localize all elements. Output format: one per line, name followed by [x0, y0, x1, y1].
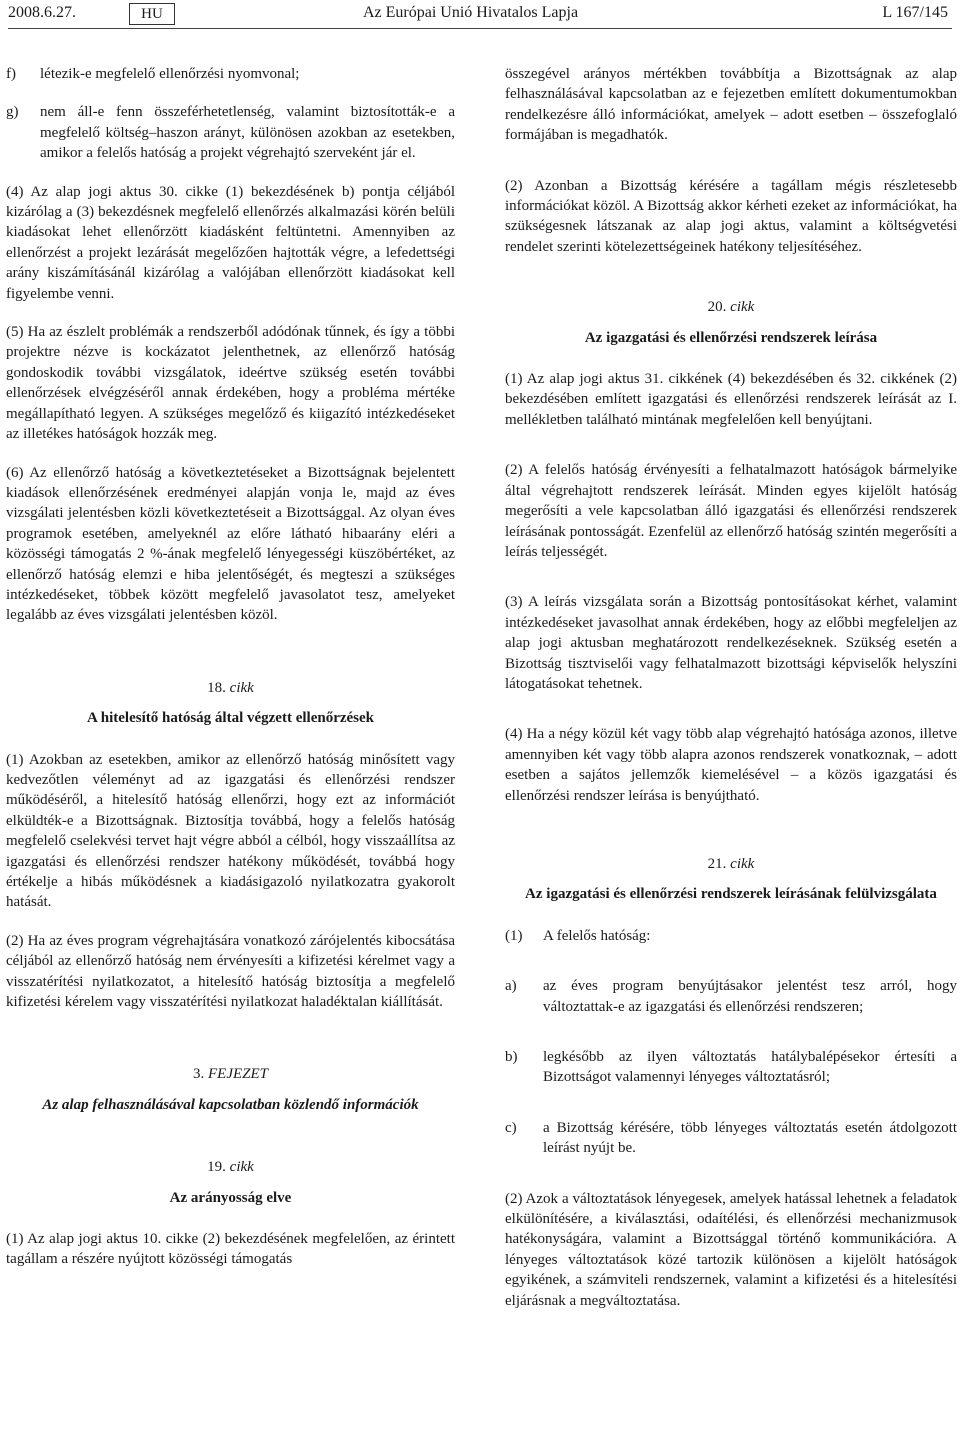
article-18-number: 18. cikk — [207, 679, 254, 696]
right-column — [505, 64, 957, 1311]
list-item-label: f) — [6, 66, 16, 82]
journal-title: Az Európai Unió Hivatalos Lapja — [363, 4, 579, 21]
article-21-title: Az igazgatási és ellenőrzési rendszerek leírásának felülvizsgálata — [525, 886, 937, 903]
list-item-g — [6, 102, 455, 163]
article-18-paragraph-1: (1) Azokban az esetekben, amikor az ellenőrző hatóság minősített vagy kedvezőtlen véleményt ad az igazgatási és ellenőrzési rendszer működéséről, a hitelesítő hatóság ellenőrzi, hogy ezt az információt elküldték-e a Bizottságnak. Biztosítja továbbá, hogy a felelős hatóság megfelelő cselekvési tervet hajt végre abból a célból, hogy visszaállítsa az igazgatási és ellenőrzési rendszer hatékony működését, továbbá hogy értékelje a hibás működésnek a kiadásigazoló nyilatkozatra gyakorolt hatását. — [6, 751, 455, 911]
list-item-b — [505, 1047, 957, 1088]
paragraph-2: (2) Azonban a Bizottság kérésére a tagállam mégis részletesebb információkat közöl. A Bizottság akkor kérheti ezeket az információkat, ha szükségesnek látszanak az alap jogi aktus, valamint a költségvetési rendelet szerinti kötelezettségeinek hatékony teljesítéséhez. — [505, 177, 957, 255]
chapter-title: Az alap felhasználásával kapcsolatban közlendő információk — [42, 1096, 419, 1113]
article-20-number: 20. cikk — [707, 299, 755, 316]
article-21-paragraph-2: (2) Azok a változtatások lényegesek, amelyek hatással lehetnek a feladatok elkülönítésére, a kiválasztási, odaítélési, és ellenőrzési mechanizmusok hatékonyságára, valamint a Bizottsággal történő kommunikációra. A lényeges változtatások közé tartozik különösen a kijelölt hatóságok egyikének, a számviteli rendszernek, valamint a kifizetési és a hitelesítési eljárásnak a megváltoztatása. — [505, 1190, 957, 1309]
page-reference: L 167/145 — [882, 4, 948, 21]
publication-date: 2008.6.27. — [8, 4, 76, 21]
article-20-paragraph-2: (2) A felelős hatóság érvényesíti a felhatalmazott hatóságok bármelyike által végrehajtott rendszerek leírását. Minden egyes kijelölt hatóság megerősíti a vele kapcsolatban álló igazgatási és ellenőrzési rendszerek leírásának pontosságát. Ezenfelül az ellenőrző hatóság szintén megerősíti a leírás teljességét. — [505, 462, 957, 560]
paragraph-label: (1) — [505, 927, 523, 944]
article-20-title: Az igazgatási és ellenőrzési rendszerek leírása — [584, 329, 878, 346]
header-rule — [8, 28, 952, 29]
paragraph-4: (4) Az alap jogi aktus 30. cikke (1) bekezdésének b) pontja céljából kizárólag a (3) bekezdésnek megfelelő ellenőrzés alkalmazási körén belüli kiadásokat lehet ellenőrzött kiadásként feltüntetni. Amennyiben az ellenőrzést a projekt lezárását megelőzően hajtották végre, a lefedettségi arány kiszámításánál kizárólag a valójában ellenőrzött kiadásokat kell figyelembe venni. — [6, 183, 455, 302]
article-18-title: A hitelesítő hatóság által végzett ellenőrzések — [86, 710, 374, 727]
page-header — [0, 0, 960, 30]
paragraph-5: (5) Ha az észlelt problémák a rendszerből adódónak tűnnek, és így a többi projektre nézve is kockázatot jelenthetnek, az ellenőrző hatóság gondoskodik további vizsgálatok, ideértve szükség esetén további ellenőrzések elvégzéséről annak érdekében, hogy a probléma mértéke megállapítható legyen. A szükséges megelőző és kiigazító intézkedéseket az illetékes hatóságok hozzák meg. — [6, 324, 455, 443]
list-item-f — [6, 64, 455, 84]
left-column — [6, 64, 455, 1270]
chapter-number: 3. FEJEZET — [193, 1066, 268, 1083]
list-item-label: g) — [6, 104, 19, 121]
list-item-text: a Bizottság kérésére, több lényeges változtatás esetén átdolgozott leírást nyújt be. — [543, 1119, 957, 1157]
article-21-number: 21. cikk — [707, 855, 755, 872]
article-19-number: 19. cikk — [207, 1159, 254, 1176]
article-18-paragraph-2: (2) Ha az éves program végrehajtására vonatkozó zárójelentés kibocsátása céljából az ellenőrző hatóság nem érvényesíti a kifizetési kérelmet vagy a visszatérítési nyilatkozatot, a hitelesítő hatóság biztosítja a megfelelő kifizetési kérelem vagy visszatérítési nyilatkozat haladéktalan kiállítását. — [6, 932, 455, 1011]
article-19-paragraph-1: (1) Az alap jogi aktus 10. cikke (2) bekezdésének megfelelően, az érintett tagállam a részére nyújtott közösségi támogatás — [6, 1231, 455, 1268]
language-badge: HU — [129, 3, 175, 25]
list-item-label: b) — [505, 1049, 518, 1065]
paragraph-text: A felelős hatóság: — [543, 927, 651, 944]
list-item-text: az éves program benyújtásakor jelentést tesz arról, hogy változtattak-e az igazgatási és ellenőrzési rendszeren; — [543, 978, 957, 1015]
list-item-a — [505, 976, 957, 1017]
article-20-paragraph-1: (1) Az alap jogi aktus 31. cikkének (4) bekezdésében és 32. cikkének (2) bekezdésében említett igazgatási és ellenőrzési rendszerek leírását az I. mellékletben található mintának megfelelően kell benyújtani. — [505, 371, 957, 428]
article-21-paragraph-1 — [505, 926, 957, 946]
list-item-text: legkésőbb az ilyen változtatás hatálybalépésekor értesíti a Bizottságot valamennyi lényeges változtatásról; — [543, 1049, 957, 1086]
list-item-c — [505, 1118, 957, 1159]
list-item-label: c) — [505, 1119, 517, 1136]
paragraph-6: (6) Az ellenőrző hatóság a következtetéseket a Bizottságnak bejelentett kiadások ellenőrzésének eredményei alapján vonja le, majd az éves vizsgálati jelentésben közli következtetéseit a Bizottsággal. Az olyan éves programok esetében, amelyeknél az előre látható hibaarány eléri a közösségi támogatás 2 %-ának megfelelő lényegességi küszöbértéket, az ellenőrző hatóság elemzi e hiba jelentőségét, és megteszi a szükséges intézkedéseket, többek között megfelelő javasolatot tesz, amelyeket legalább az éves vizsgálati jelentésben közöl. — [6, 464, 455, 624]
article-20-paragraph-4: (4) Ha a négy közül két vagy több alap végrehajtó hatósága azonos, illetve amennyiben két vagy több alapra azonos rendszerek vonatkoznak, – adott esetben a sajátos jellemzők kiemelésével – a közös igazgatási és ellenőrzési rendszer leírása is benyújtható. — [505, 726, 957, 804]
list-item-text: nem áll-e fenn összeférhetetlenség, valamint biztosították-e a megfelelő költség–haszon arányt, különösen azokban az esetekben, amikor a felelős hatóság a projekt végrehajtó szerveként jár el. — [40, 104, 455, 162]
list-item-text: létezik-e megfelelő ellenőrzési nyomvonal; — [40, 66, 300, 82]
continued-paragraph: összegével arányos mértékben továbbítja a Bizottságnak az alap felhasználásával kapcsolatban az e fejezetben említett dokumentumokban rendelkezésre álló információkat, amelyek – adott esetben – összefoglaló formájában is megadhatók. — [505, 66, 957, 144]
article-19-title: Az arányosság elve — [169, 1189, 292, 1206]
article-20-paragraph-3: (3) A leírás vizsgálata során a Bizottság pontosításokat kérhet, valamint intézkedéseket javasolhat annak érdekében, hogy az előbbi megfeleljen az alap jogi aktusban meghatározott rendelkezéseknek. Szükség esetén a Bizottság tisztviselői vagy felhatalmazott bizottsági képviselők helyszíni látogatásokat tehetnek. — [505, 594, 957, 692]
list-item-label: a) — [505, 978, 517, 995]
